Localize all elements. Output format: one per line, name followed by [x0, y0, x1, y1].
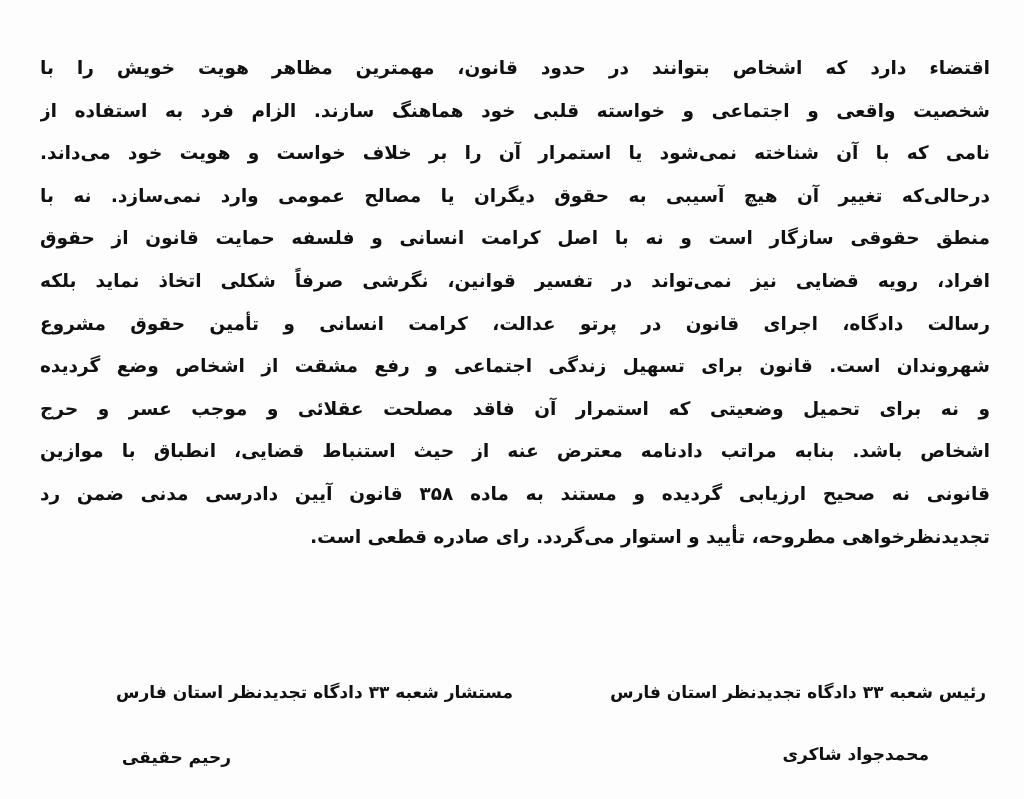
text-line: و نه برای تحمیل وضعیتی که استمرار آن فاقد مصلحت عقلائی و موجب عسر و حرج: [40, 398, 990, 420]
text-line: قانونی نه صحیح ارزیابی گردیده و مستند به ماده ۳۵۸ قانون آیین دادرسی مدنی ضمن رد: [40, 483, 990, 505]
text-line: شهروندان است. قانون برای تسهیل زندگی اجتماعی و رفع مشقت از اشخاص وضع گردیده: [40, 356, 990, 378]
text-line: درحالی‌که تغییر آن هیچ آسیبی به حقوق دیگران یا مصالح عمومی وارد نمی‌سازد. نه با: [40, 185, 990, 207]
text-line: نامی که با آن شناخته نمی‌شود یا استمرار آن را بر خلاف خواست و هویت خود می‌داند.: [40, 143, 990, 165]
chief-judge-name: محمدجواد شاکری: [782, 745, 929, 765]
text-line-final: تجدیدنظرخواهی مطروحه، تأیید و استوار می‌گردد. رای صادره قطعی است.: [310, 526, 990, 548]
text-line: افراد، رویه قضایی نیز نمی‌تواند در تفسیر قوانین، نگرشی صرفاً شکلی اتخاذ نماید بلکه: [40, 270, 990, 292]
text-line: اقتضاء دارد که اشخاص بتوانند در حدود قانون، مهمترین مظاهر هویت خویش را با: [40, 58, 990, 79]
counselor-title: مستشار شعبه ۳۳ دادگاه تجدیدنظر استان فارس: [116, 683, 513, 703]
text-line: شخصیت واقعی و اجتماعی و خواسته قلبی خود هماهنگ سازند. الزام فرد به استفاده از: [40, 100, 990, 122]
text-line: اشخاص باشد. بنابه مراتب دادنامه معترض عنه از حیث استنباط قضایی، انطباق با موازین: [40, 441, 990, 463]
verdict-body-text: [40, 48, 990, 559]
text-line: رسالت دادگاه، اجرای قانون در پرتو عدالت، کرامت انسانی و تأمین حقوق مشروع: [40, 313, 990, 335]
chief-judge-title: رئیس شعبه ۳۳ دادگاه تجدیدنظر استان فارس: [610, 683, 986, 703]
counselor-name: رحیم حقیقی: [121, 748, 231, 768]
text-line: منطق حقوقی سازگار است و نه با اصل کرامت انسانی و فلسفه حمایت قانون از حقوق: [40, 228, 990, 250]
